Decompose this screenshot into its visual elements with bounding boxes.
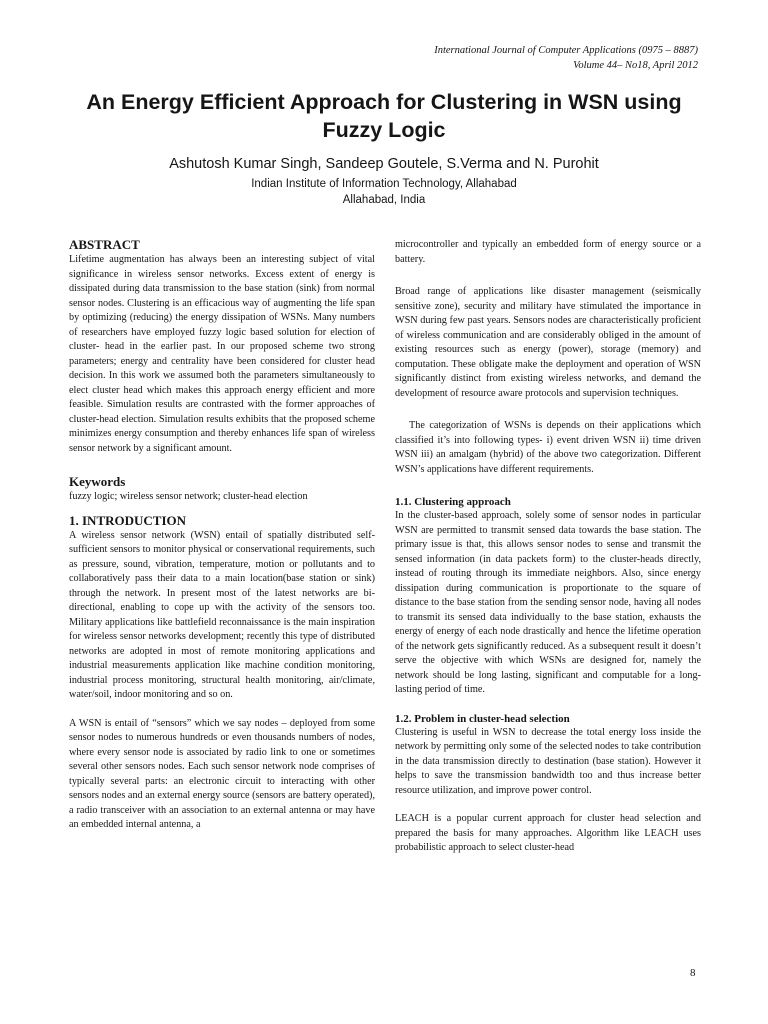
page-number: 8 <box>690 967 696 979</box>
paper-title: An Energy Efficient Approach for Clustering in WSN using Fuzzy Logic <box>86 90 682 142</box>
keywords-heading: Keywords <box>69 474 126 489</box>
abstract-text: Lifetime augmentation has always been an interesting subject of vital significance in wireless sensor networks. Excess extent of energy is dissipated during data transmission to the base station (sink) from normal sensor nodes. Clustering is an efficacious way of augmenting the life span by optimizing (reducing) the energy dissipation of WSNs. Many numbers of researchers have employed fuzzy logic based solution for election of cluster- head in the earlier past. In our proposed scheme two strong parameters; energy and centrality have been considered for cluster head decision. In this work we assumed both the parameters simultaneously to elect cluster head which makes this approach energy efficient and more feasible. Simulation results are contrasted with the former approaches of cluster-head election. Simulation results exhibits that the proposed scheme minimizes energy consumption and thereby enhances life span of wireless sensor network by a significant amount. <box>69 254 375 454</box>
right-paragraph-2: Broad range of applications like disaster management (seismically sensitive zone), security and military have stimulated the importance in WSN during few past years. Sensors nodes are characteristically proficient of wireless communication and are considerably obliged in the amount of existing resources such as energy (power), storage (memory) and computation. These obligate make the deployment and operation of WSN significantly distinct from existing wireless networks, and demand the development of resource aware protocols and supervision techniques. <box>395 286 701 399</box>
left-column <box>69 237 375 833</box>
section-1-1-heading: 1.1. Clustering approach <box>395 496 511 508</box>
affiliation-institute: Indian Institute of Information Technology, Allahabad <box>251 178 517 190</box>
keywords-text: fuzzy logic; wireless sensor network; cluster-head election <box>69 491 308 502</box>
section-1-2-heading: 1.2. Problem in cluster-head selection <box>395 712 570 725</box>
introduction-paragraph-1: A wireless sensor network (WSN) entail of spatially distributed self-sufficient sensors to monitor physical or conservational requirements, such as pressure, sound, vibration, temperature, motion or pollutants and to collaboratively pass their data to a main location(base station or sink) through the network. In present most of the latest networks are bi-directional, enabling to cope up with the activity of the sensors too. Military applications like battlefield reconnaissance is the main inspiration for wireless sensor networks development; recently this type of distributed networks are adopted in most of remote monitoring applications and industrial measurements application like machine condition monitoring, industrial process monitoring, structural health monitoring, air/climate, water/soil, indoor monitoring and so on. <box>69 529 375 700</box>
affiliation-location: Allahabad, India <box>342 194 426 206</box>
right-column <box>395 238 701 856</box>
journal-volume: Volume 44– No18, April 2012 <box>573 60 698 71</box>
abstract-heading: ABSTRACT <box>69 237 140 252</box>
right-paragraph-3: The categorization of WSNs is depends on their applications which classified it’s into following types- i) event driven WSN ii) time driven WSN iii) an amalgam (hybrid) of the above two categorization. Different WSN’s applications have different requirements. <box>395 420 701 475</box>
right-paragraph-1: microcontroller and typically an embedded form of energy source or a battery. <box>395 239 701 265</box>
introduction-heading: 1. INTRODUCTION <box>69 512 187 528</box>
section-1-2-text: Clustering is useful in WSN to decrease the total energy loss inside the network by permitting only some of the selected nodes to take contribution in the data transmission directly to destination (base station). However it helps to save the transmission bandwidth too and thus increase better resource utilization, and improve power control. <box>395 726 701 796</box>
introduction-paragraph-2: A WSN is entail of “sensors” which we say nodes – deployed from some sensor nodes to numerous hundreds or even thousands numbers of nodes, where every sensor node is associated by radio link to one or sometimes several other sensors nodes. Each such sensor network node comprises of typically several parts: an electronic circuit to interacting with other sensors nodes and an external energy source (sensors are battery operated), a radio transceiver with an association to an external antenna or may have an embedded internal antenna, a <box>69 717 375 830</box>
section-1-1-text: In the cluster-based approach, solely some of sensor nodes in particular WSN are permitted to transmit sensed data towards the base station. The primary issue is that, this allows sensor nodes to sense and transmit the sensed information (in data packets form) to the cluster-heads directly, instead of routing through its immediate neighbors. Also, since energy dissipation during communication is proportionate to the square of distance to the base station from the sending sensor node, having all nodes to transmit its sensed data individually to the base station, exhausts the energy of energy of each node drastically and hence the lifetime operation of the network gets significantly reduced. As a subsequent result it doesn’t serve the objective with which WSNs are designed for, namely the network should be long lasting, significant and computable for a long-lasting period of time. <box>395 510 701 695</box>
paper-authors: Ashutosh Kumar Singh, Sandeep Goutele, S.Verma and N. Purohit <box>169 156 599 172</box>
running-header <box>298 43 698 73</box>
leach-paragraph: LEACH is a popular current approach for cluster head selection and prepared the basis for many approaches. Algorithm like LEACH uses probabilistic approach to select cluster-head <box>395 813 701 853</box>
journal-name: International Journal of Computer Applications (0975 – 8887) <box>434 45 698 56</box>
affiliation <box>40 176 728 208</box>
